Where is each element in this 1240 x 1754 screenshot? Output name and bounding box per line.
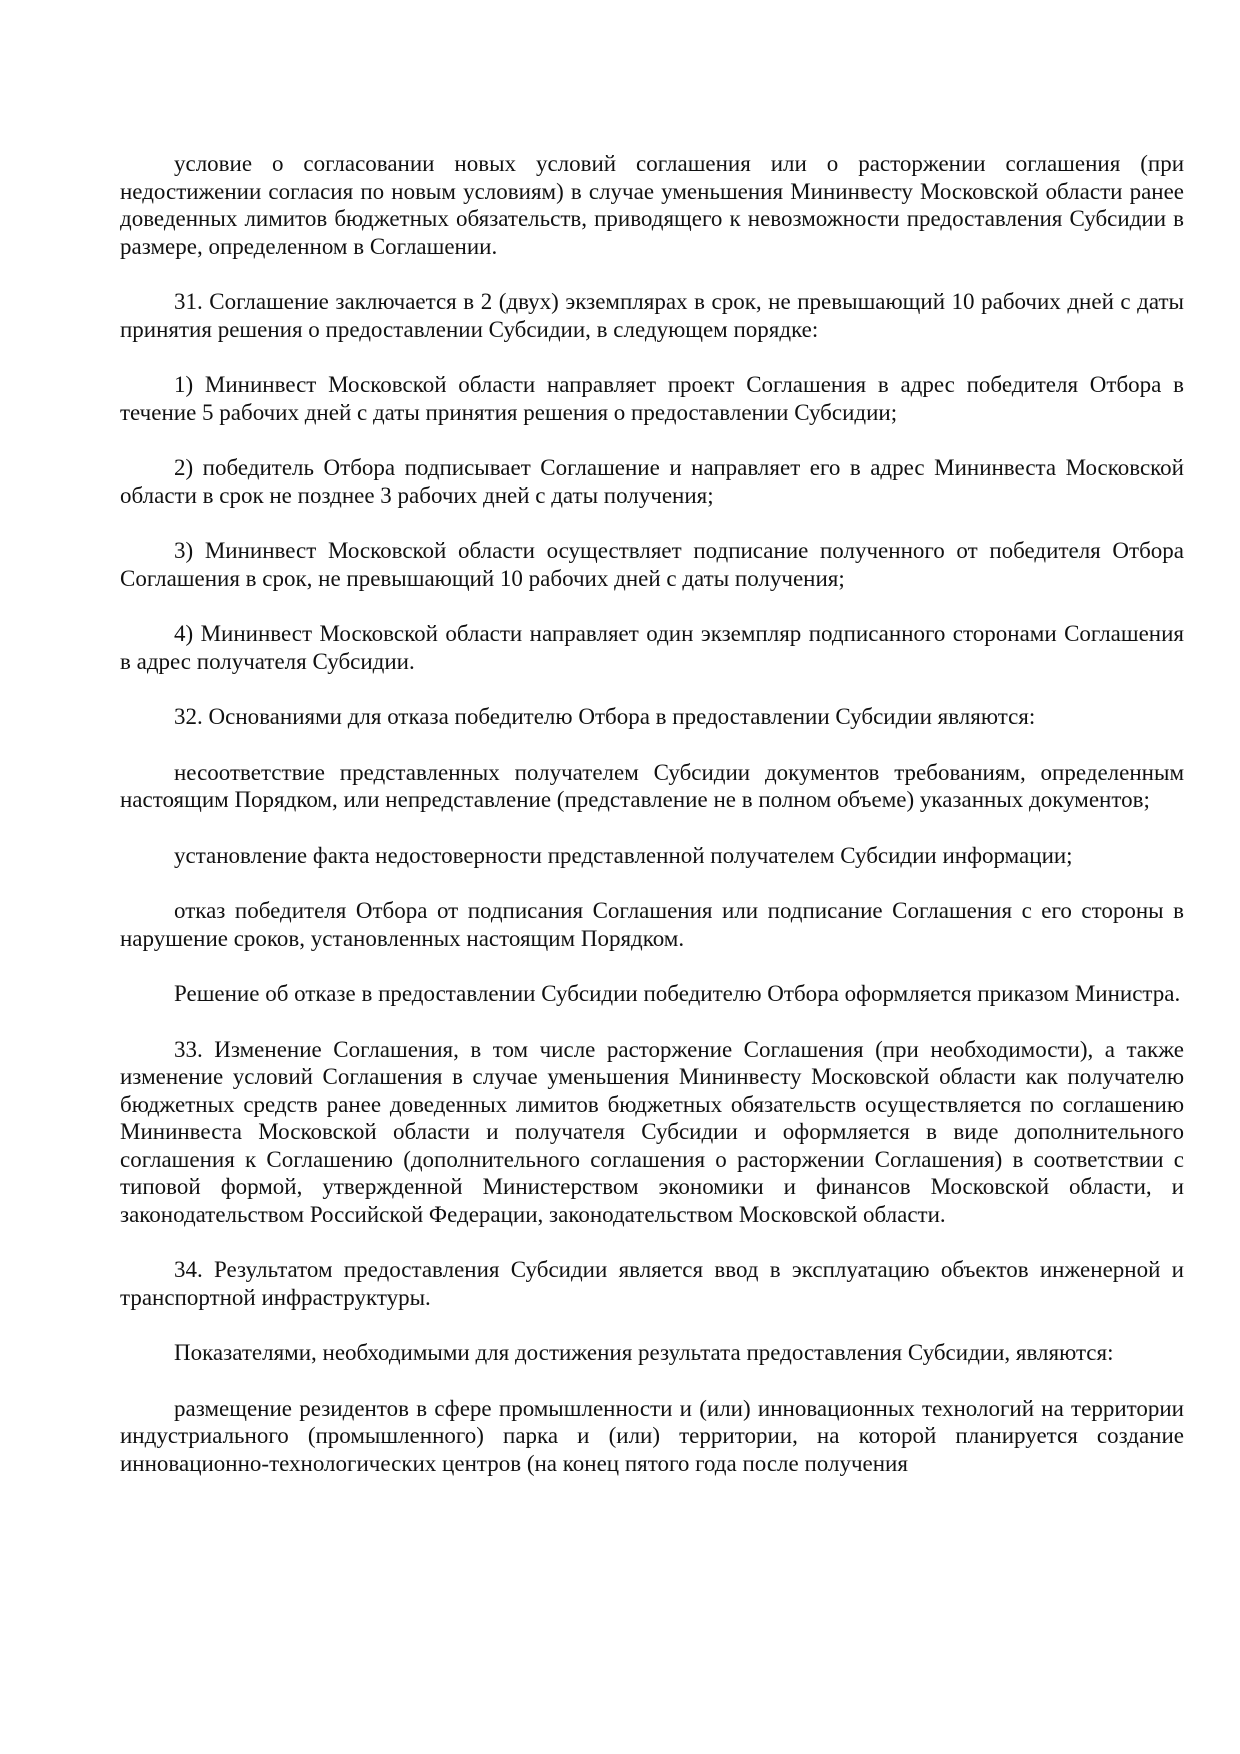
paragraph-refusal-ground-2: установление факта недостоверности представленной получателем Субсидии информации; (174, 842, 1073, 868)
document-body (120, 150, 1184, 1477)
paragraph-clause-31-step-2: 2) победитель Отбора подписывает Соглашение и направляет его в адрес Мининвеста Московской области в срок не позднее 3 рабочих дней с даты получения; (120, 455, 1184, 508)
paragraph-clause-34: 34. Результатом предоставления Субсидии является ввод в эксплуатацию объектов инженерной и транспортной инфраструктуры. (120, 1257, 1184, 1310)
paragraph-clause-31: 31. Соглашение заключается в 2 (двух) экземплярах в срок, не превышающий 10 рабочих дней с даты принятия решения о предоставлении Субсидии, в следующем порядке: (120, 289, 1184, 342)
paragraph-clause-31-step-3: 3) Мининвест Московской области осуществляет подписание полученного от победителя Отбора Соглашения в срок, не превышающий 10 рабочих дней с даты получения; (120, 538, 1184, 591)
paragraph-clause-32: 32. Основаниями для отказа победителю Отбора в предоставлении Субсидии являются: (174, 704, 1036, 729)
paragraph-indicator-residents: размещение резидентов в сфере промышленности и (или) инновационных технологий на территории индустриального (промышленного) парка и (или) территории, на которой планируется создание инновационно-технологических центров (на конец пятого года после получения (120, 1395, 1184, 1476)
paragraph-clause-31-step-4: 4) Мининвест Московской области направляет один экземпляр подписанного сторонами Соглашения в адрес получателя Субсидии. (120, 621, 1184, 674)
paragraph-refusal-decision: Решение об отказе в предоставлении Субсидии победителю Отбора оформляется приказом Министра. (174, 981, 1181, 1006)
paragraph-refusal-ground-1: несоответствие представленных получателем Субсидии документов требованиям, определенным настоящим Порядком, или непредставление (представление не в полном объеме) указанных документов; (120, 759, 1184, 812)
paragraph-refusal-ground-3: отказ победителя Отбора от подписания Соглашения или подписание Соглашения с его стороны в нарушение сроков, установленных настоящим Порядком. (120, 898, 1184, 951)
paragraph-indicators-intro: Показателями, необходимыми для достижения результата предоставления Субсидии, являются: (174, 1340, 1114, 1365)
paragraph-clause-31-step-1: 1) Мининвест Московской области направляет проект Соглашения в адрес победителя Отбора в течение 5 рабочих дней с даты принятия решения о предоставлении Субсидии; (120, 372, 1184, 425)
paragraph-clause-33: 33. Изменение Соглашения, в том числе расторжение Соглашения (при необходимости), а также изменение условий Соглашения в случае уменьшения Мининвесту Московской области как получателю бюджетных средств ранее доведенных лимитов бюджетных обязательств осуществляется по соглашению Мининвеста Московской области и получателя Субсидии и оформляется в виде дополнительного соглашения к Соглашению (дополнительного соглашения о расторжении Соглашения) в соответствии с типовой формой, утвержденной Министерством экономики и финансов Московской области, и законодательством Российской Федерации, законодательством Московской области. (120, 1036, 1184, 1227)
paragraph-agreement-termination-condition: условие о согласовании новых условий соглашения или о расторжении соглашения (при недостижении согласия по новым условиям) в случае уменьшения Мининвесту Московской области ранее доведенных лимитов бюджетных обязательств, приводящего к невозможности предоставления Субсидии в размере, определенном в Соглашении. (120, 151, 1184, 259)
